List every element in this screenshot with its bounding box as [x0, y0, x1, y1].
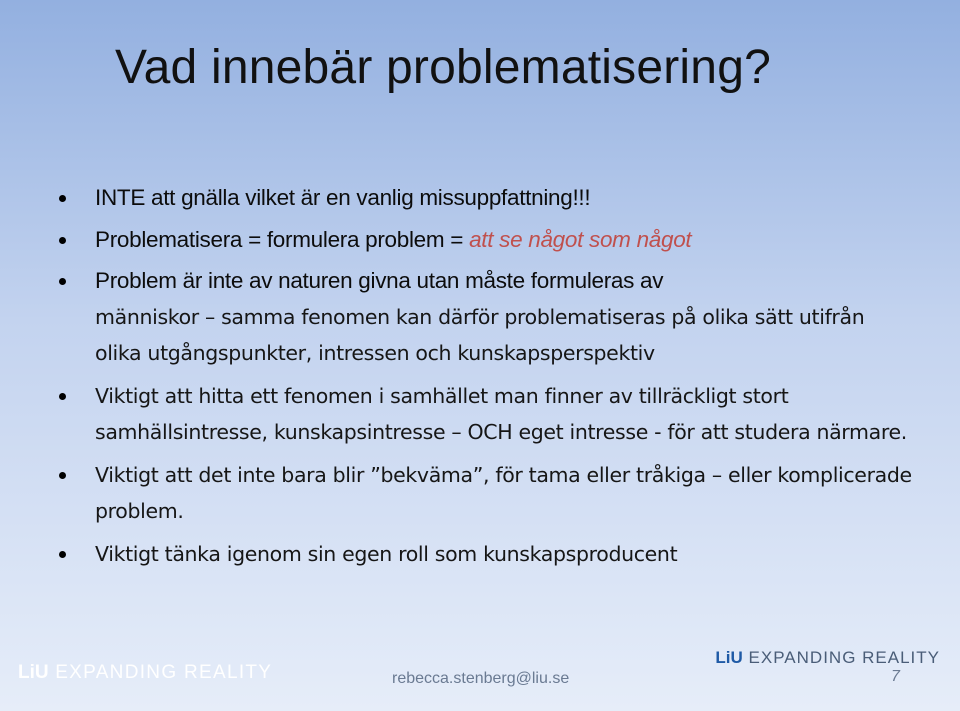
bullet-dot-icon — [59, 393, 66, 400]
bullet-text: INTE att gnälla vilket är en vanlig missuppfattning!!! — [95, 185, 591, 210]
bullet-item — [95, 222, 915, 258]
bullet-list — [95, 180, 915, 578]
bullet-dot-icon — [59, 278, 66, 285]
page-number: 7 — [891, 668, 900, 685]
bullet-dot-icon — [59, 195, 66, 202]
bullet-item — [95, 180, 915, 216]
bullet-item — [95, 378, 915, 451]
bullet-text: Viktigt att hitta ett fenomen i samhället man finner av tillräckligt stort samhällsintresse, kunskapsintresse – OCH eget intresse - för att studera närmare. — [95, 383, 907, 444]
slide-title: Vad innebär problematisering? — [115, 41, 771, 94]
liu-logo-left — [18, 662, 272, 684]
bullet-text: Viktigt att det inte bara blir ”bekväma”, för tama eller tråkiga – eller komplicerade problem. — [95, 462, 912, 523]
liu-logo-mark: LiU — [18, 662, 49, 683]
bullet-item — [95, 457, 915, 530]
bullet-dot-icon — [59, 551, 66, 558]
bullet-dot-icon — [59, 237, 66, 244]
bullet-text-continued: människor – samma fenomen kan därför problematiseras på olika sätt utifrån olika utgångspunkter, intressen och kunskapsperspektiv — [95, 304, 865, 365]
liu-logo-right — [715, 648, 940, 668]
bullet-text: Problematisera = formulera problem = — [95, 226, 470, 252]
liu-logo-mark: LiU — [715, 648, 743, 667]
bullet-item — [95, 536, 915, 573]
footer-email: rebecca.stenberg@liu.se — [392, 670, 570, 687]
liu-logo-tagline: EXPANDING REALITY — [55, 662, 273, 683]
bullet-dot-icon — [59, 472, 66, 479]
bullet-accent-text: att se något som något — [469, 226, 692, 252]
bullet-text: Problem är inte av naturen givna utan måste formuleras av — [95, 268, 664, 293]
bullet-text: Viktigt tänka igenom sin egen roll som kunskapsproducent — [95, 541, 678, 566]
liu-logo-tagline: EXPANDING REALITY — [748, 648, 940, 667]
bullet-item — [95, 263, 915, 372]
